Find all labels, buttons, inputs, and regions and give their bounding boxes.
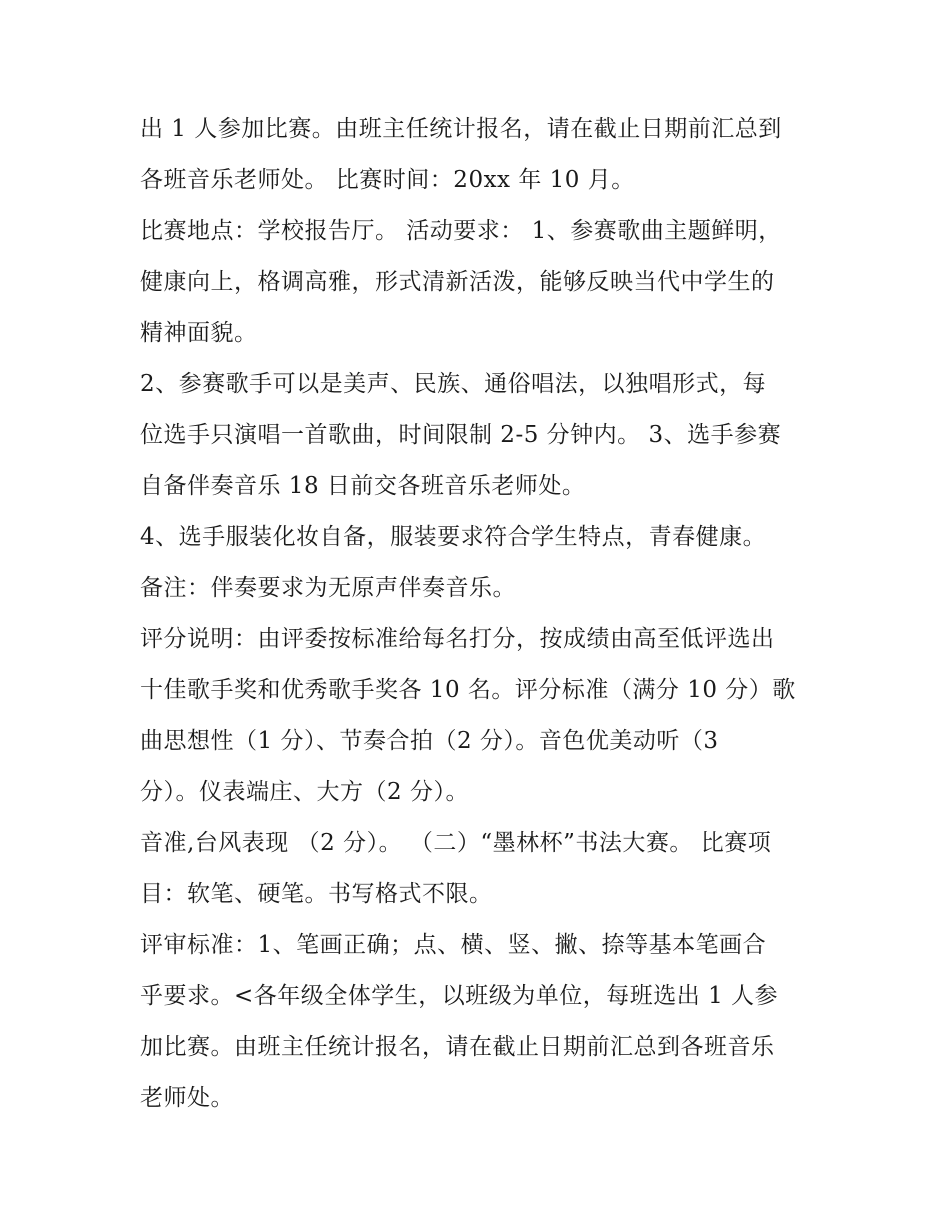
text-line: 评分说明：由评委按标准给每名打分，按成绩由高至低评选出 (140, 626, 775, 652)
text-line: 4、选手服装化妆自备，服装要求符合学生特点，青春健康。 (140, 524, 767, 550)
text-line: 备注：伴奏要求为无原声伴奏音乐。 (140, 575, 516, 601)
text-line: 老师处。 (140, 1085, 234, 1111)
text-line: 健康向上，格调高雅，形式清新活泼，能够反映当代中学生的 (140, 269, 775, 295)
text-line: 2、参赛歌手可以是美声、民族、通俗唱法，以独唱形式，每 (140, 371, 767, 397)
text-line: 音准,台风表现 （2 分）。 （二）“墨林杯”书法大赛。 比赛项 (140, 830, 772, 856)
document-body (140, 104, 820, 1124)
text-line: 十佳歌手奖和优秀歌手奖各 10 名。评分标准（满分 10 分）歌 (140, 677, 796, 703)
text-line: 自备伴奏音乐 18 日前交各班音乐老师处。 (140, 473, 586, 499)
text-line: 各班音乐老师处。 比赛时间：20xx 年 10 月。 (140, 167, 635, 193)
text-line: 乎要求。<各年级全体学生，以班级为单位，每班选出 1 人参 (140, 983, 779, 1009)
text-line: 位选手只演唱一首歌曲，时间限制 2-5 分钟内。 3、选手参赛 (140, 422, 782, 448)
text-line: 精神面貌。 (140, 320, 258, 346)
text-line: 出 1 人参加比赛。由班主任统计报名，请在截止日期前汇总到 (140, 116, 782, 142)
text-line: 分）。仪表端庄、大方（2 分）。 (140, 779, 469, 805)
text-line: 曲思想性（1 分）、节奏合拍（2 分）。音色优美动听（3 (140, 728, 719, 754)
text-line: 目：软笔、硬笔。书写格式不限。 (140, 881, 493, 907)
text-line: 比赛地点：学校报告厅。 活动要求： 1、参赛歌曲主题鲜明， (140, 218, 782, 244)
text-line: 评审标准：1、笔画正确；点、横、竖、撇、捺等基本笔画合 (140, 932, 767, 958)
text-line: 加比赛。由班主任统计报名，请在截止日期前汇总到各班音乐 (140, 1034, 775, 1060)
